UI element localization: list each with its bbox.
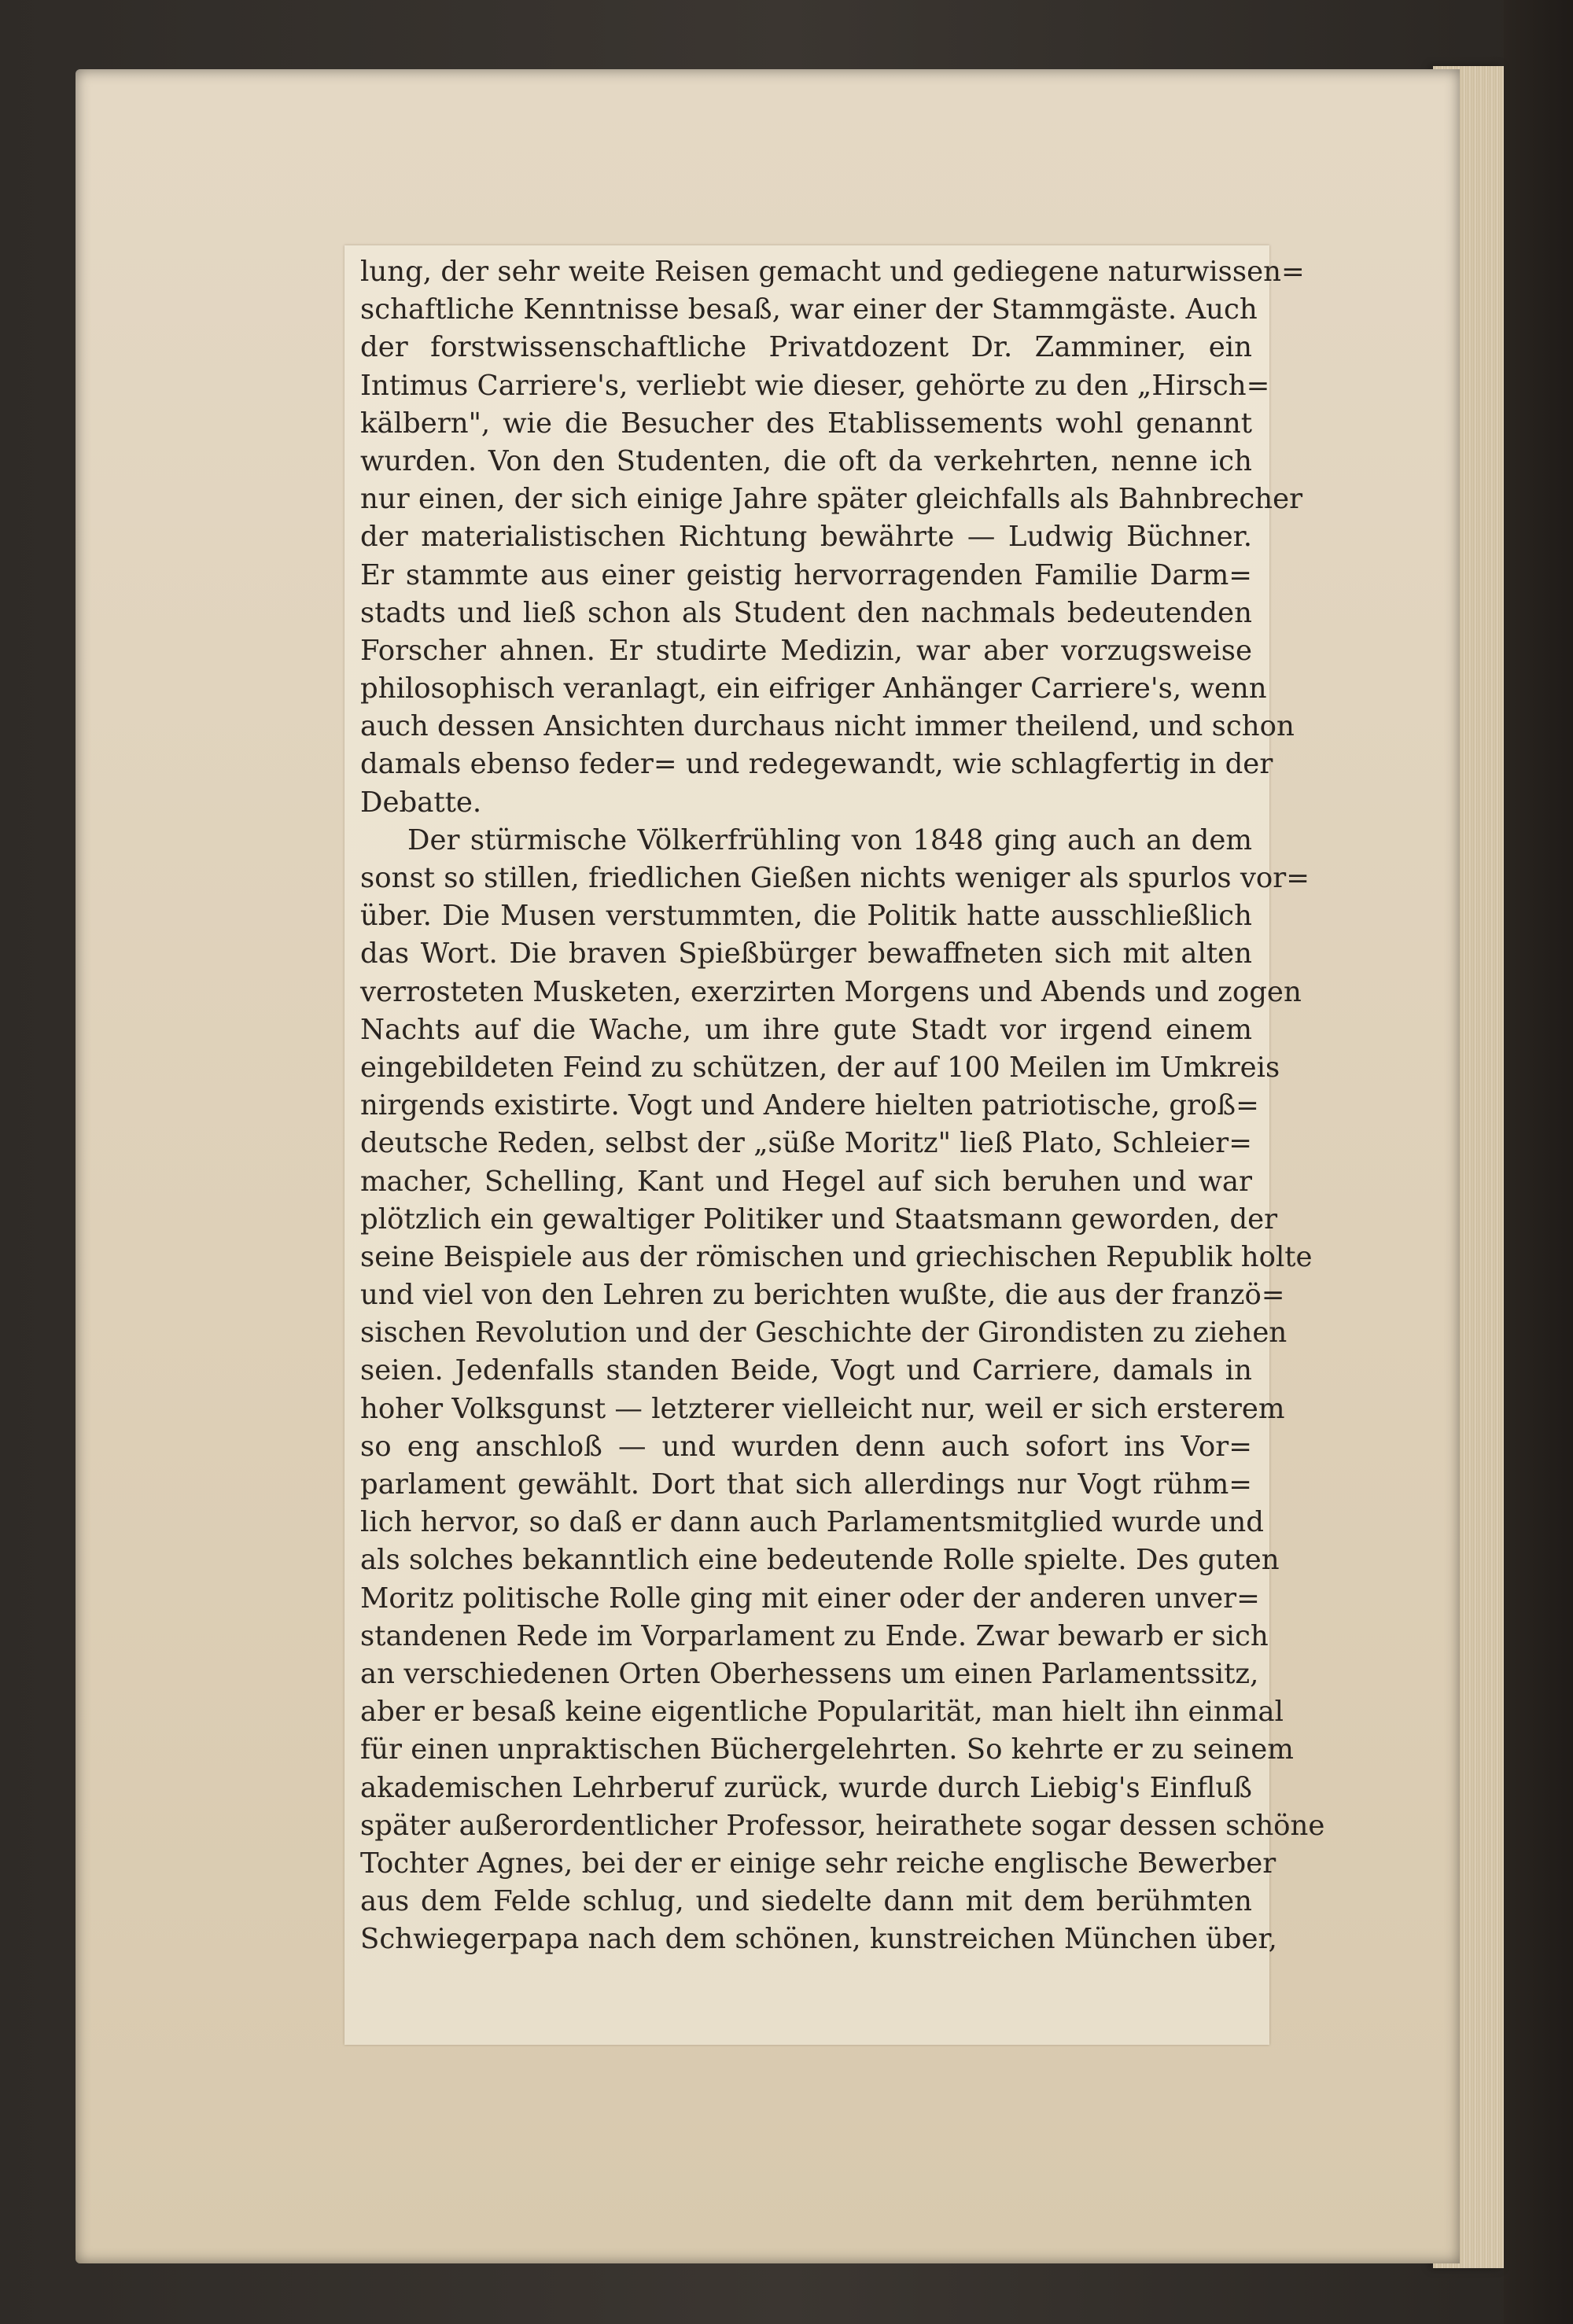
text-line: seine Beispiele aus der römischen und griechischen Republik holte	[360, 1240, 1313, 1273]
text-line: macher, Schelling, Kant und Hegel auf sich beruhen und war	[360, 1165, 1252, 1198]
text-line: akademischen Lehrberuf zurück, wurde durch Liebig's Einfluß	[360, 1771, 1252, 1804]
text-line: Nachts auf die Wache, um ihre gute Stadt vor irgend einem	[360, 1013, 1252, 1046]
text-line: philosophisch veranlagt, ein eifriger Anhänger Carriere's, wenn	[360, 672, 1267, 705]
paragraph-1	[360, 253, 1305, 822]
text-line: das Wort. Die braven Spießbürger bewaffneten sich mit alten	[360, 937, 1252, 970]
text-line: damals ebenso feder= und redegewandt, wie schlagfertig in der	[360, 748, 1273, 781]
text-line: als solches bekanntlich eine bedeutende Rolle spielte. Des guten	[360, 1544, 1280, 1577]
text-line: schaftliche Kenntnisse besaß, war einer der Stammgäste. Auch	[360, 293, 1258, 326]
text-line: hoher Volksgunst — letzterer vielleicht nur, weil er sich ersterem	[360, 1392, 1285, 1425]
text-line: aber er besaß keine eigentliche Popularität, man hielt ihn einmal	[360, 1696, 1284, 1729]
text-line: Moritz politische Rolle ging mit einer oder der anderen unver=	[360, 1582, 1260, 1615]
text-line: und viel von den Lehren zu berichten wußte, die aus der franzö=	[360, 1279, 1285, 1312]
book-binding-shadow	[1504, 0, 1573, 2324]
text-line: eingebildeten Feind zu schützen, der auf 100 Meilen im Umkreis	[360, 1051, 1280, 1084]
text-line: lung, der sehr weite Reisen gemacht und gediegene naturwissen=	[360, 256, 1305, 288]
text-line: später außerordentlicher Professor, heirathete sogar dessen schöne	[360, 1809, 1325, 1842]
text-line: lich hervor, so daß er dann auch Parlamentsmitglied wurde und	[360, 1506, 1265, 1539]
text-line: auch dessen Ansichten durchaus nicht immer theilend, und schon	[360, 710, 1295, 743]
text-line: Der stürmische Völkerfrühling von 1848 ging auch an dem	[407, 823, 1252, 856]
text-line: Er stammte aus einer geistig hervorragenden Familie Darm=	[360, 558, 1252, 591]
text-line: für einen unpraktischen Büchergelehrten. So kehrte er zu seinem	[360, 1733, 1294, 1766]
text-line: aus dem Felde schlug, und siedelte dann mit dem berühmten	[360, 1885, 1252, 1918]
text-line: so eng anschloß — und wurden denn auch sofort ins Vor=	[360, 1430, 1252, 1463]
text-line: Schwiegerpapa nach dem schönen, kunstreichen München über,	[360, 1923, 1277, 1956]
text-line: nur einen, der sich einige Jahre später gleichfalls als Bahnbrecher	[360, 483, 1303, 516]
text-line: sischen Revolution und der Geschichte der Girondisten zu ziehen	[360, 1317, 1288, 1350]
text-line: seien. Jedenfalls standen Beide, Vogt und Carriere, damals in	[360, 1354, 1252, 1387]
text-line: Intimus Carriere's, verliebt wie dieser, gehörte zu den „Hirsch=	[360, 369, 1270, 402]
text-line: der forstwissenschaftliche Privatdozent Dr. Zamminer, ein	[360, 331, 1252, 364]
text-line: verrosteten Musketen, exerzirten Morgens und Abends und zogen	[360, 975, 1302, 1008]
text-line: deutsche Reden, selbst der „süße Moritz" ließ Plato, Schleier=	[360, 1127, 1253, 1160]
text-line: nirgends existirte. Vogt und Andere hielten patriotische, groß=	[360, 1089, 1259, 1122]
text-line: Forscher ahnen. Er studirte Medizin, war aber vorzugsweise	[360, 634, 1252, 667]
text-line: stadts und ließ schon als Student den nachmals bedeutenden	[360, 596, 1252, 629]
text-line: wurden. Von den Studenten, die oft da verkehrten, nenne ich	[360, 444, 1252, 477]
newspaper-clipping	[344, 245, 1325, 2045]
paragraph-2	[360, 822, 1325, 1959]
text-line: parlament gewählt. Dort that sich allerdings nur Vogt rühm=	[360, 1468, 1252, 1501]
text-line: standenen Rede im Vorparlament zu Ende. Zwar bewarb er sich	[360, 1619, 1269, 1652]
text-line: Tochter Agnes, bei der er einige sehr reiche englische Bewerber	[360, 1847, 1276, 1880]
text-line: der materialistischen Richtung bewährte — Ludwig Büchner.	[360, 521, 1252, 554]
text-line: über. Die Musen verstummten, die Politik hatte ausschließlich	[360, 900, 1252, 933]
text-line: Debatte.	[360, 786, 482, 819]
text-line: plötzlich ein gewaltiger Politiker und Staatsmann geworden, der	[360, 1203, 1278, 1236]
text-line: kälbern", wie die Besucher des Etablissements wohl genannt	[360, 407, 1252, 440]
text-line: sonst so stillen, friedlichen Gießen nichts weniger als spurlos vor=	[360, 862, 1310, 894]
text-line: an verschiedenen Orten Oberhessens um einen Parlamentssitz,	[360, 1657, 1259, 1690]
